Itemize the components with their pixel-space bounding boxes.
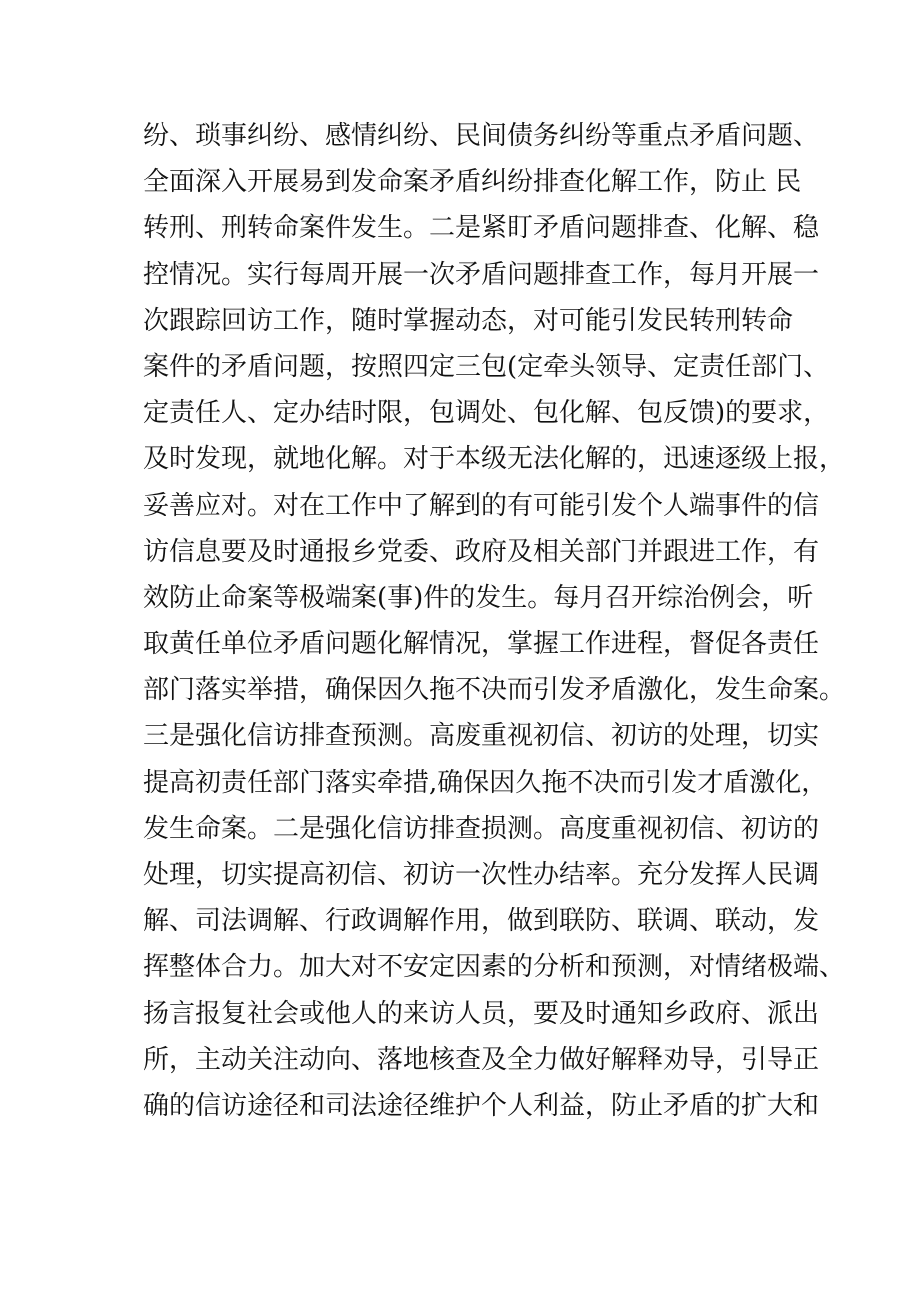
- text-line: 解、司法调解、行政调解作用，做到联防、联调、联动，发: [143, 906, 820, 937]
- text-line: 扬言报复社会或他人的来访人员，要及时通知乡政府、派出: [143, 998, 820, 1029]
- text-line: 访信息要及时通报乡党委、政府及相关部门并跟进工作，有: [143, 536, 820, 567]
- body-text: [143, 113, 846, 1129]
- text-line: 挥整体合力。加大对不安定因素的分析和预测，对情绪极端、: [143, 952, 846, 983]
- text-line: 及时发现，就地化解。对于本级无法化解的，迅速逐级上报，: [143, 444, 846, 475]
- text-line: 部门落实举措，确保因久拖不决而引发矛盾激化，发生命案。: [143, 675, 846, 706]
- text-line: 控情况。实行每周开展一次矛盾问题排查工作，每月开展一: [143, 259, 820, 290]
- text-line: 全面深入开展易到发命案矛盾纠纷排查化解工作，防止 民: [143, 167, 802, 198]
- text-line: 次跟踪回访工作，随时掌握动态，对可能引发民转刑转命: [143, 305, 794, 336]
- text-line: 妥善应对。对在工作中了解到的有可能引发个人端事件的信: [143, 490, 820, 521]
- text-line: 效防止命案等极端案(事)件的发生。每月召开综治例会，听: [143, 582, 814, 613]
- text-line: 取黄任单位矛盾问题化解情况，掌握工作进程，督促各责任: [143, 629, 820, 660]
- text-line: 所，主动关注动向、落地核查及全力做好解释劝导，引导正: [143, 1044, 820, 1075]
- text-line: 提高初责任部门落实牵措,确保因久拖不决而引发才盾激化，: [143, 767, 828, 798]
- text-line: 确的信访途径和司法途径维护个人利益，防止矛盾的扩大和: [143, 1090, 820, 1121]
- text-line: 定责任人、定办结时限，包调处、包化解、包反馈)的要求，: [143, 398, 830, 429]
- text-line: 处理，切实提高初信、初访一次性办结率。充分发挥人民调: [143, 860, 820, 890]
- text-line: 三是强化信访排查预测。高废重视初信、初访的处理，切实: [143, 721, 820, 752]
- text-line: 案件的矛盾问题，按照四定三包(定牵头领导、定责任部门、: [143, 351, 830, 382]
- text-line: 纷、琐事纠纷、感情纠纷、民间债务纠纷等重点矛盾问题、: [143, 121, 820, 151]
- text-line: 转刑、刑转命案件发生。二是紧盯矛盾问题排查、化解、稳: [143, 213, 820, 244]
- text-line: 发生命案。二是强化信访排查损测。高度重视初信、初访的: [143, 813, 820, 844]
